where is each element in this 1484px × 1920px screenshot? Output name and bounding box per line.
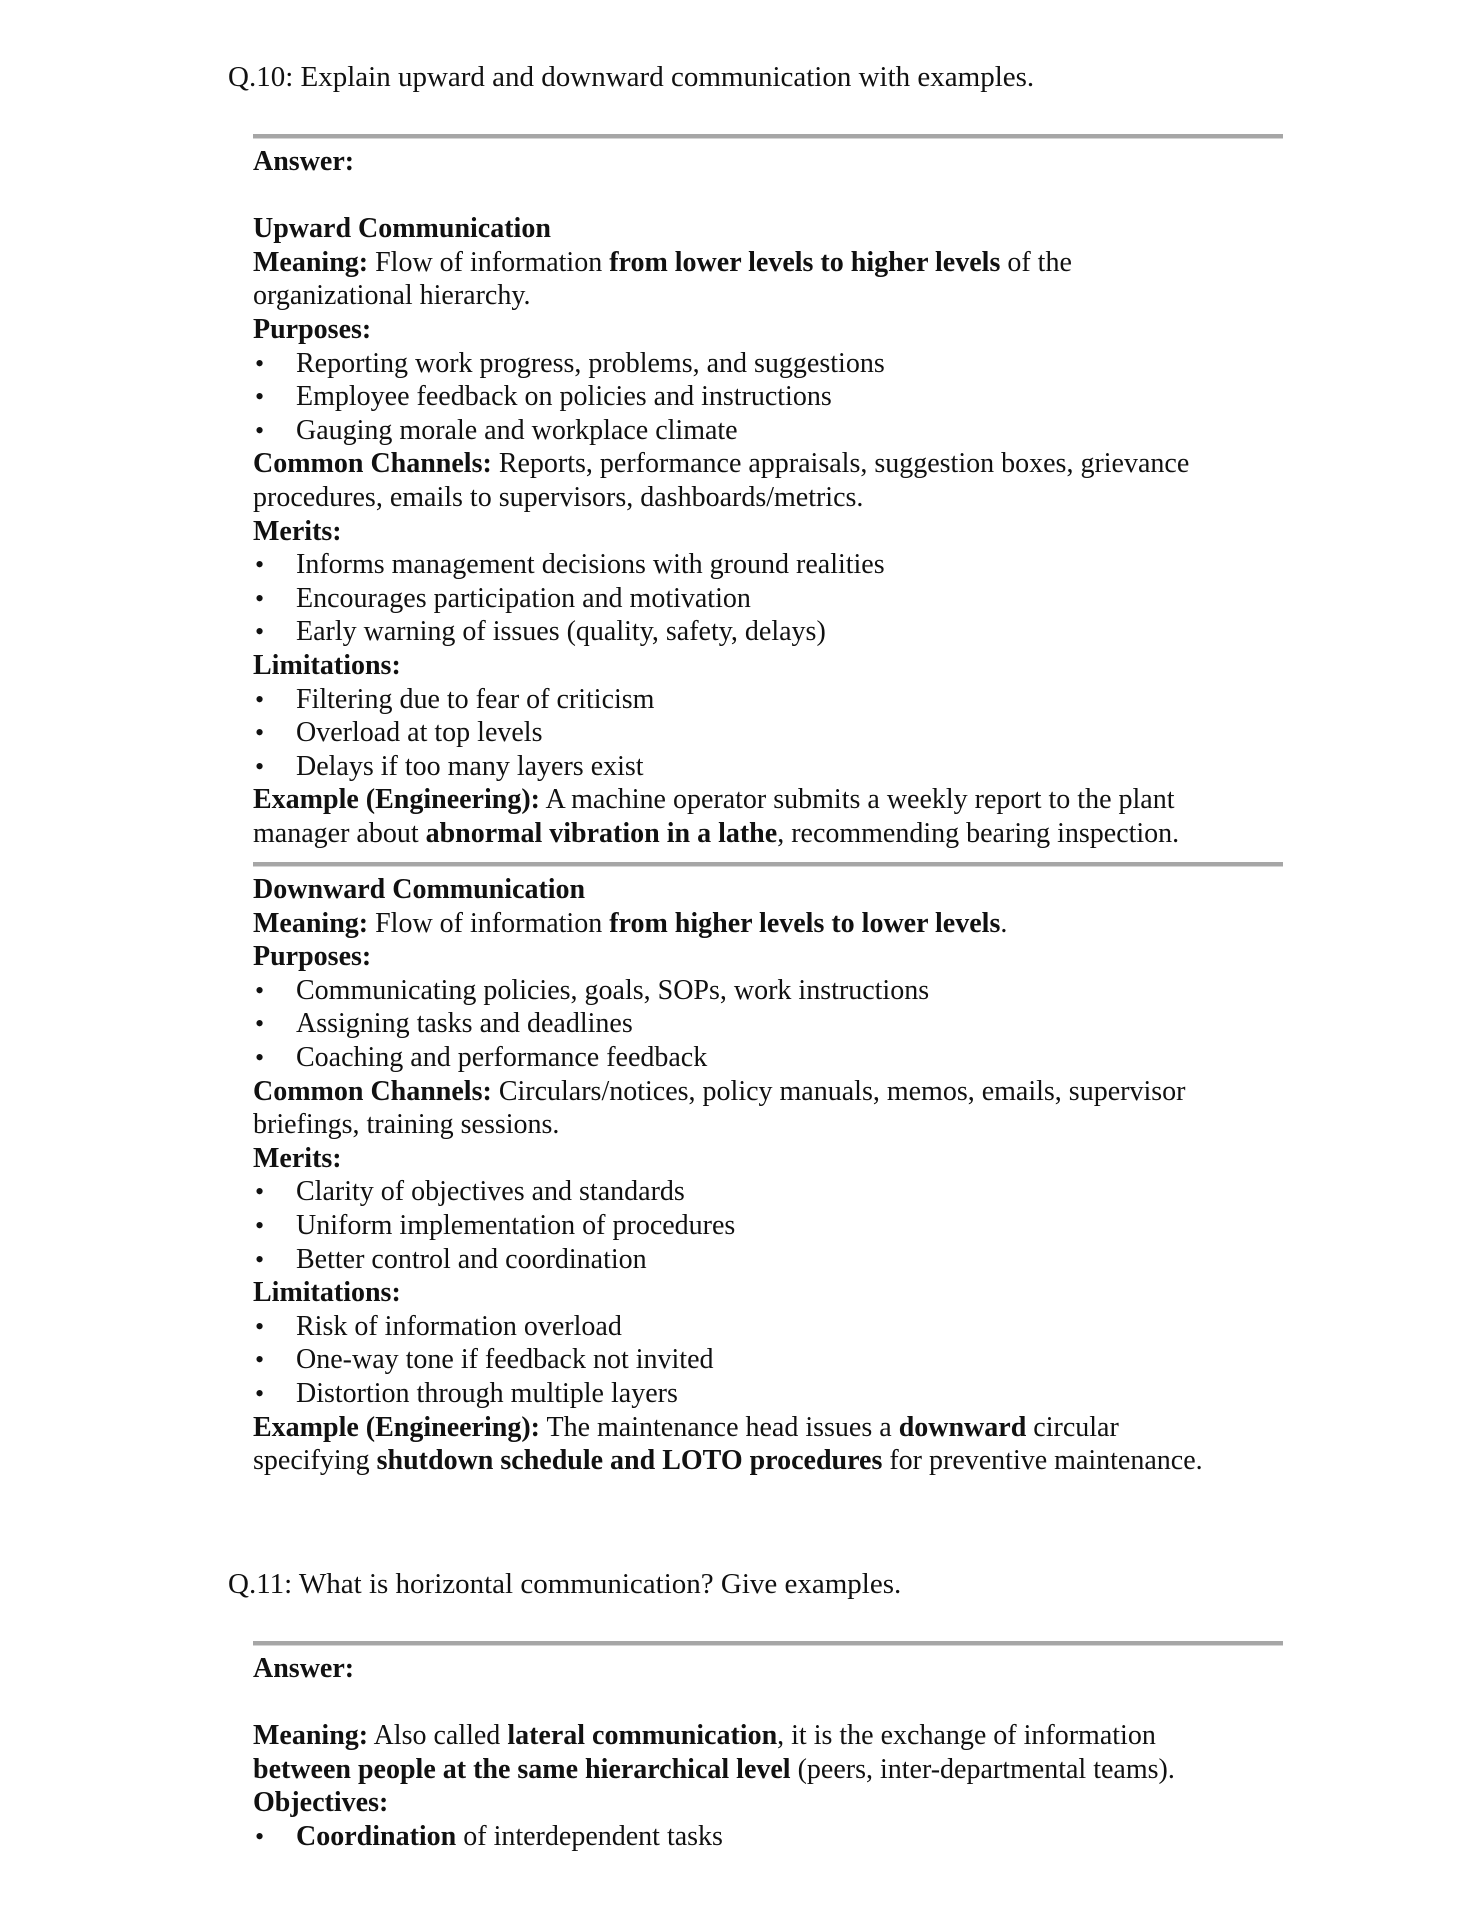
q10-answer-upward xyxy=(253,145,1293,850)
objectives-list xyxy=(253,1820,1293,1854)
upward-channels: Common Channels: Reports, performance appraisals, suggestion boxes, grievance xyxy=(253,448,1190,480)
list-item: • Assigning tasks and deadlines xyxy=(253,1007,1293,1041)
list-item: • Encourages participation and motivation xyxy=(253,582,1293,616)
list-item: • Distortion through multiple layers xyxy=(253,1377,1293,1411)
answer-label: Answer: xyxy=(253,146,355,177)
list-item: • Coaching and performance feedback xyxy=(253,1041,1293,1075)
downward-meaning: Meaning: Flow of information from higher levels to lower levels. xyxy=(253,907,1008,939)
list-item: • Risk of information overload xyxy=(253,1310,1293,1344)
section-heading-upward: Upward Communication xyxy=(253,213,551,245)
q11-answer xyxy=(253,1652,1293,1854)
divider xyxy=(253,134,1283,139)
upward-channels-cont: procedures, emails to supervisors, dashboards/metrics. xyxy=(253,481,864,513)
downward-example-cont: specifying shutdown schedule and LOTO procedures for preventive maintenance. xyxy=(253,1445,1203,1477)
list-item: • Delays if too many layers exist xyxy=(253,750,1293,784)
objectives-label: Objectives: xyxy=(253,1787,389,1819)
list-item: • Clarity of objectives and standards xyxy=(253,1175,1293,1209)
downward-channels-cont: briefings, training sessions. xyxy=(253,1109,560,1141)
upward-meaning: Meaning: Flow of information from lower levels to higher levels of the xyxy=(253,246,1072,278)
upward-limitations-label: Limitations: xyxy=(253,649,401,681)
list-item: • Informs management decisions with ground realities xyxy=(253,548,1293,582)
divider xyxy=(253,862,1283,867)
downward-channels: Common Channels: Circulars/notices, policy manuals, memos, emails, supervisor xyxy=(253,1075,1186,1107)
question-11: Q.11: What is horizontal communication? Give examples. xyxy=(228,1568,902,1600)
q10-answer-downward xyxy=(253,873,1293,1478)
question-10: Q.10: Explain upward and downward communication with examples. xyxy=(228,61,1035,93)
downward-merits-label: Merits: xyxy=(253,1142,342,1174)
downward-limitations-list xyxy=(253,1310,1293,1411)
upward-example: Example (Engineering): A machine operator submits a weekly report to the plant xyxy=(253,784,1175,816)
list-item: • Early warning of issues (quality, safety, delays) xyxy=(253,615,1293,649)
list-item: • Coordination of interdependent tasks xyxy=(253,1820,1293,1854)
list-item: • Better control and coordination xyxy=(253,1243,1293,1277)
downward-merits-list xyxy=(253,1175,1293,1276)
horizontal-meaning: Meaning: Also called lateral communication, it is the exchange of information xyxy=(253,1720,1156,1752)
list-item: • Uniform implementation of procedures xyxy=(253,1209,1293,1243)
upward-example-cont: manager about abnormal vibration in a lathe, recommending bearing inspection. xyxy=(253,817,1180,849)
upward-merits-label: Merits: xyxy=(253,515,342,547)
downward-limitations-label: Limitations: xyxy=(253,1277,401,1309)
list-item: • Communicating policies, goals, SOPs, work instructions xyxy=(253,974,1293,1008)
list-item: • Gauging morale and workplace climate xyxy=(253,414,1293,448)
upward-merits-list xyxy=(253,548,1293,649)
downward-example: Example (Engineering): The maintenance head issues a downward circular xyxy=(253,1411,1119,1443)
list-item: • One-way tone if feedback not invited xyxy=(253,1343,1293,1377)
divider xyxy=(253,1641,1283,1646)
list-item: • Filtering due to fear of criticism xyxy=(253,683,1293,717)
list-item: • Employee feedback on policies and instructions xyxy=(253,380,1293,414)
answer-label: Answer: xyxy=(253,1653,355,1684)
upward-limitations-list xyxy=(253,683,1293,784)
horizontal-meaning-cont: between people at the same hierarchical level (peers, inter-departmental teams). xyxy=(253,1753,1175,1785)
upward-purposes-label: Purposes: xyxy=(253,313,372,345)
downward-purposes-list xyxy=(253,974,1293,1075)
downward-purposes-label: Purposes: xyxy=(253,941,372,973)
upward-meaning-cont: organizational hierarchy. xyxy=(253,280,531,312)
list-item: • Reporting work progress, problems, and suggestions xyxy=(253,347,1293,381)
list-item: • Overload at top levels xyxy=(253,716,1293,750)
section-heading-downward: Downward Communication xyxy=(253,874,586,905)
upward-purposes-list xyxy=(253,347,1293,448)
